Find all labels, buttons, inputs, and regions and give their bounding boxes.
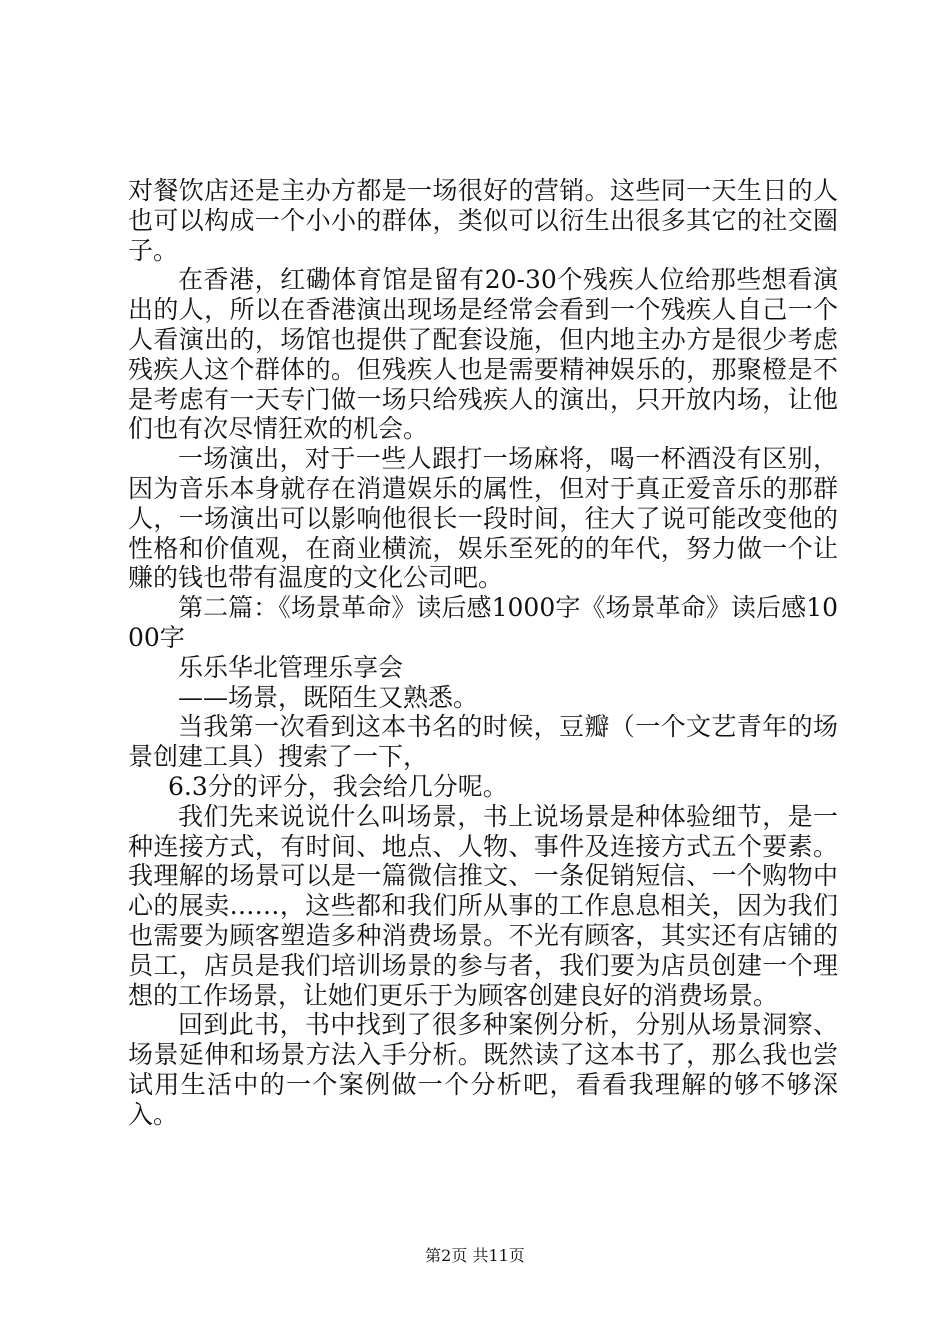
paragraph: 6.3分的评分，我会给几分呢。: [168, 771, 508, 801]
page-footer: [0, 1243, 950, 1266]
section-heading: 第二篇：《场景革命》读后感1000字《场景革命》读后感1000字: [128, 593, 838, 652]
paragraph: 一场演出，对于一些人跟打一场麻将，喝一杯酒没有区别，因为音乐本身就存在消遣娱乐的属性，但对于真正爱音乐的那群人，一场演出可以影响他很长一段时间，往大了说可能改变他的性格和价值观，在商业横流，娱乐至死的的年代，努力做一个让赚的钱也带有温度的文化公司吧。: [128, 444, 838, 593]
paragraph: 我们先来说说什么叫场景，书上说场景是种体验细节，是一种连接方式，有时间、地点、人物、事件及连接方式五个要素。我理解的场景可以是一篇微信推文、一条促销短信、一个购物中心的展卖……，这些都和我们所从事的工作息息相关，因为我们也需要为顾客塑造多种消费场景。不光有顾客，其实还有店铺的员工，店员是我们培训场景的参与者，我们要为店员创建一个理想的工作场景，让她们更乐于为顾客创建良好的消费场景。: [128, 801, 838, 1010]
paragraph: 对餐饮店还是主办方都是一场很好的营销。这些同一天生日的人也可以构成一个小小的群体，类似可以衍生出很多其它的社交圈子。: [128, 176, 838, 265]
page-number: 第2页 共11页: [425, 1246, 525, 1265]
paragraph: 当我第一次看到这本书名的时候，豆瓣（一个文艺青年的场景创建工具）搜索了一下，: [128, 712, 838, 772]
paragraph: 乐乐华北管理乐享会: [178, 652, 404, 682]
paragraph: 回到此书，书中找到了很多种案例分析，分别从场景洞察、场景延伸和场景方法入手分析。既然读了这本书了，那么我也尝试用生活中的一个案例做一个分析吧，看看我理解的够不够深入。: [128, 1010, 838, 1129]
paragraph: 在香港，红磡体育馆是留有20-30个残疾人位给那些想看演出的人，所以在香港演出现场是经常会看到一个残疾人自己一个人看演出的，场馆也提供了配套设施，但内地主办方是很少考虑残疾人这个群体的。但残疾人也是需要精神娱乐的，那聚橙是不是考虑有一天专门做一场只给残疾人的演出，只开放内场，让他们也有次尽情狂欢的机会。: [128, 265, 838, 444]
document-body: [128, 176, 838, 1130]
paragraph: ——场景，既陌生又熟悉。: [178, 682, 479, 712]
